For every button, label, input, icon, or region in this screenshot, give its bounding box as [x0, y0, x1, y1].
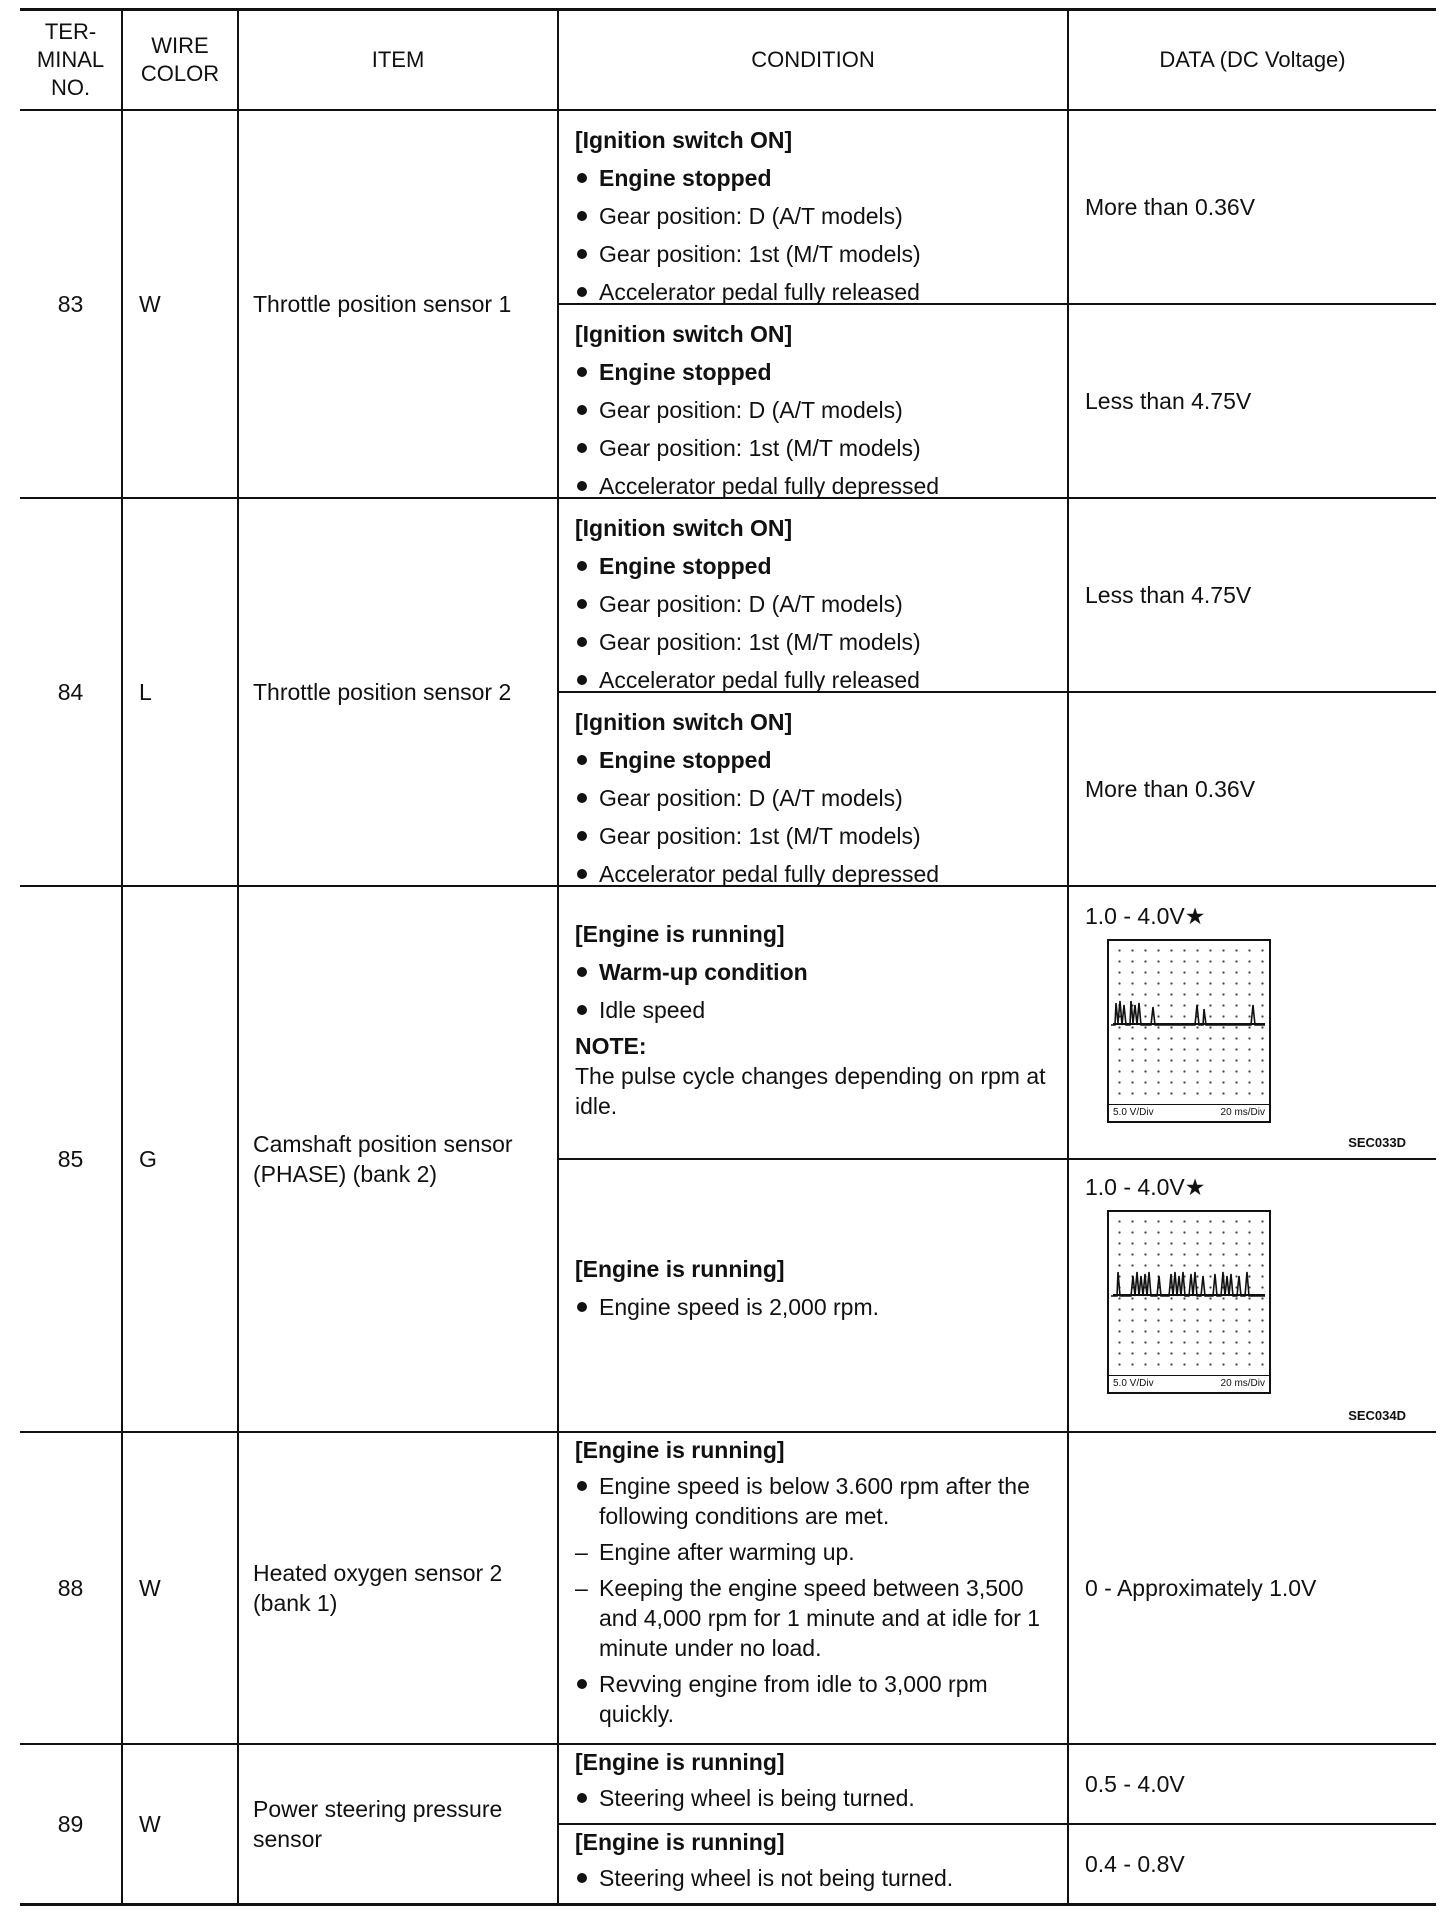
item-name: Camshaft position sensor (PHASE) (bank 2) — [253, 1131, 513, 1187]
terminal-number: 89 — [57, 1811, 84, 1837]
wire-color: W — [139, 291, 161, 317]
data-value: Less than 4.75V — [1085, 582, 1252, 608]
wire-color: W — [139, 1811, 161, 1837]
condition-bullet: Steering wheel is being turned. — [575, 1783, 1057, 1813]
condition-subitem: – Keeping the engine speed between 3,500 and 4,000 rpm for 1 minute and at idle for 1 minute under no load. — [575, 1573, 1057, 1663]
item-name: Throttle position sensor 2 — [253, 679, 512, 705]
data-value: Less than 4.75V — [1085, 388, 1252, 414]
condition-bullet: Engine speed is 2,000 rpm. — [575, 1292, 1057, 1322]
terminal-number: 85 — [57, 1146, 84, 1172]
condition-heading: [Engine is running] — [575, 1749, 785, 1775]
condition-heading: [Ignition switch ON] — [575, 321, 793, 347]
pulse-waveform — [1111, 1232, 1267, 1312]
data-value: 1.0 - 4.0V★ — [1085, 903, 1206, 929]
wire-color: W — [139, 1575, 161, 1601]
data-value: More than 0.36V — [1085, 194, 1256, 220]
condition-bullet: Accelerator pedal fully released — [575, 665, 1057, 695]
condition-bullet: Accelerator pedal fully released — [575, 277, 1057, 307]
data-value: More than 0.36V — [1085, 776, 1256, 802]
condition-heading: [Ignition switch ON] — [575, 127, 793, 153]
condition-bullet: Accelerator pedal fully depressed — [575, 471, 1057, 501]
item-name: Heated oxygen sensor 2 (bank 1) — [253, 1560, 503, 1616]
data-cell — [1069, 887, 1436, 1158]
table-bottom-rule — [20, 1903, 1436, 1906]
wire-color: G — [139, 1146, 157, 1172]
condition-cell — [559, 111, 1067, 303]
data-value: 0.5 - 4.0V — [1085, 1771, 1185, 1797]
figure-code: SEC034D — [1348, 1408, 1406, 1423]
data-value: 0 - Approximately 1.0V — [1085, 1575, 1317, 1601]
oscilloscope-waveform: 5.0 V/Div 20 ms/Div — [1107, 1210, 1271, 1394]
data-cell — [1069, 1160, 1436, 1431]
condition-heading: [Ignition switch ON] — [575, 709, 793, 735]
condition-bullet: Accelerator pedal fully depressed — [575, 859, 1057, 889]
data-value: 1.0 - 4.0V★ — [1085, 1174, 1206, 1200]
condition-heading: [Ignition switch ON] — [575, 515, 793, 541]
note-text: The pulse cycle changes depending on rpm at idle. — [575, 1063, 1046, 1119]
note-label: NOTE: — [575, 1033, 647, 1059]
condition-heading: [Engine is running] — [575, 921, 785, 947]
condition-cell — [559, 887, 1067, 1158]
header-data: DATA (DC Voltage) — [1159, 47, 1346, 72]
terminal-number: 88 — [57, 1575, 84, 1601]
terminal-number: 84 — [57, 679, 84, 705]
header-terminal-no: TER- MINAL NO. — [36, 19, 105, 100]
condition-bullet: Warm-up condition — [575, 957, 1057, 987]
header-wire-color: WIRE COLOR — [140, 33, 220, 86]
condition-bullet: Gear position: D (A/T models) — [575, 589, 1057, 619]
header-item: ITEM — [371, 47, 425, 72]
condition-cell — [559, 1825, 1067, 1903]
item-name: Power steering pressure sensor — [253, 1796, 503, 1852]
wire-color: L — [139, 679, 152, 705]
condition-cell — [559, 1433, 1067, 1743]
condition-bullet: Idle speed — [575, 995, 1057, 1025]
condition-bullet: Gear position: D (A/T models) — [575, 783, 1057, 813]
condition-bullet: Engine speed is below 3.600 rpm after the following conditions are met. — [575, 1471, 1057, 1531]
data-value: 0.4 - 0.8V — [1085, 1851, 1185, 1877]
condition-bullet: Engine stopped — [575, 357, 1057, 387]
pulse-waveform — [1111, 961, 1267, 1041]
oscilloscope-waveform: 5.0 V/Div 20 ms/Div — [1107, 939, 1271, 1123]
figure-code: SEC033D — [1348, 1135, 1406, 1150]
condition-cell — [559, 305, 1067, 497]
condition-bullet: Gear position: D (A/T models) — [575, 201, 1057, 231]
condition-cell — [559, 1745, 1067, 1823]
terminal-number: 83 — [57, 291, 84, 317]
condition-bullet: Steering wheel is not being turned. — [575, 1863, 1057, 1893]
condition-bullet: Gear position: 1st (M/T models) — [575, 821, 1057, 851]
condition-bullet: Engine stopped — [575, 745, 1057, 775]
condition-bullet: Gear position: 1st (M/T models) — [575, 239, 1057, 269]
condition-heading: [Engine is running] — [575, 1437, 785, 1463]
condition-bullet: Revving engine from idle to 3,000 rpm quickly. — [575, 1669, 1057, 1729]
item-name: Throttle position sensor 1 — [253, 291, 512, 317]
condition-bullet: Gear position: 1st (M/T models) — [575, 433, 1057, 463]
condition-bullet: Engine stopped — [575, 163, 1057, 193]
header-condition: CONDITION — [751, 47, 875, 72]
condition-bullet: Engine stopped — [575, 551, 1057, 581]
condition-bullet: Gear position: D (A/T models) — [575, 395, 1057, 425]
condition-cell — [559, 693, 1067, 885]
condition-heading: [Engine is running] — [575, 1829, 785, 1855]
condition-subitem: – Engine after warming up. — [575, 1537, 1057, 1567]
condition-cell — [559, 1160, 1067, 1431]
condition-bullet: Gear position: 1st (M/T models) — [575, 627, 1057, 657]
condition-cell — [559, 499, 1067, 691]
condition-heading: [Engine is running] — [575, 1256, 785, 1282]
